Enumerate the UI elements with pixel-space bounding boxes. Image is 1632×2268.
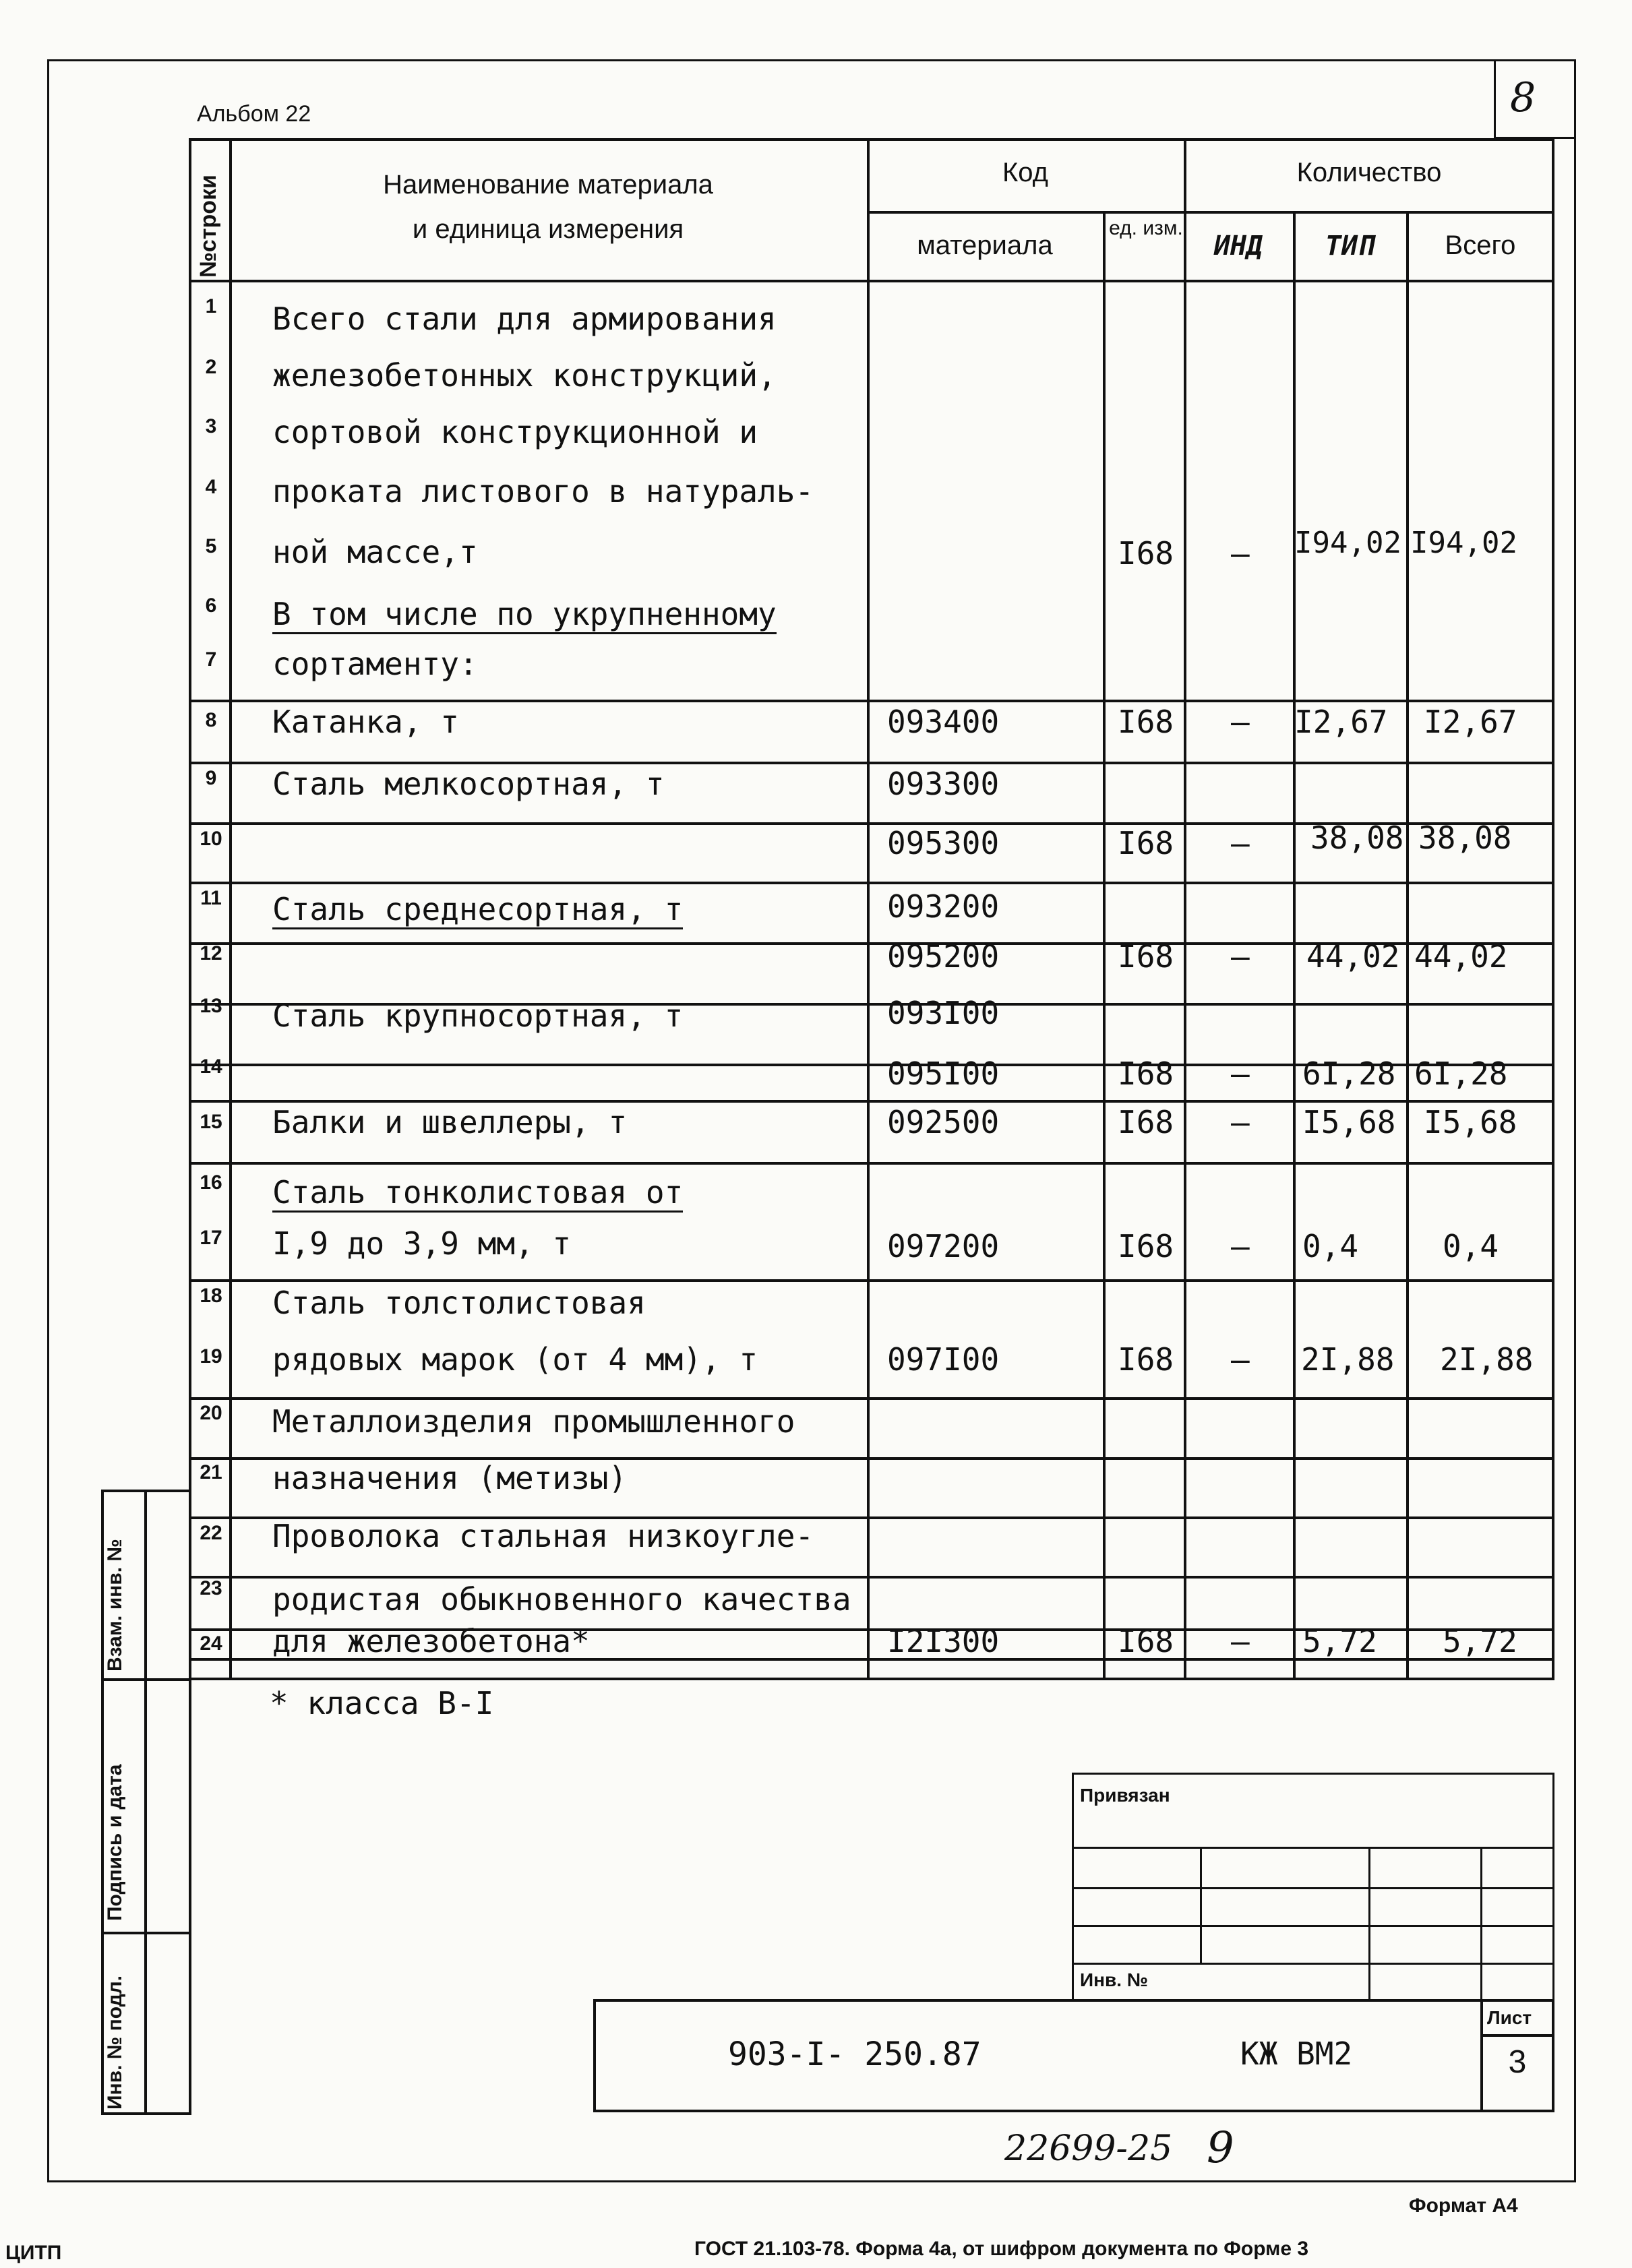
cell-total: 6I,28 (1414, 1055, 1508, 1092)
row-number: 3 (205, 415, 217, 437)
album-label: Альбом 22 (197, 101, 311, 127)
col-line (1184, 138, 1186, 1680)
sheet-number: 3 (1508, 2044, 1527, 2080)
side-label-podpis: Подпись и дата (104, 1764, 126, 1921)
row-line (189, 1100, 1554, 1103)
row-line (189, 882, 1554, 884)
cell-code: 095300 (887, 825, 1000, 861)
side-label-vzam: Взам. инв. № (104, 1539, 126, 1672)
side-label-inv-podl: Инв. № подл. (104, 1975, 126, 2110)
row-name: ной массе,т (272, 534, 478, 570)
col-line (229, 138, 232, 1680)
row-line (189, 1576, 1554, 1579)
footnote: * класса В-I (270, 1685, 494, 1721)
header-ind: ИНД (1213, 231, 1263, 262)
col-line (1406, 212, 1409, 1680)
row-name: рядовых марок (от 4 мм), т (272, 1341, 758, 1378)
cell-total: 2I,88 (1440, 1341, 1534, 1378)
row-name: назначения (метизы) (272, 1460, 628, 1496)
cell-ind: – (1231, 938, 1250, 975)
cell-code: I2I300 (887, 1623, 1000, 1659)
cell-total: 44,02 (1414, 938, 1508, 975)
cell-tip: 44,02 (1306, 938, 1400, 975)
row-number: 23 (200, 1577, 222, 1599)
row-line (189, 700, 1554, 702)
cell-total: I2,67 (1424, 704, 1517, 740)
cell-code: 093I00 (887, 995, 1000, 1031)
cell-code: 093200 (887, 888, 1000, 925)
cell-unit: I68 (1118, 1228, 1174, 1264)
cell-tip: 38,08 (1310, 820, 1404, 856)
header-total: Всего (1445, 231, 1516, 260)
cell-total: 0,4 (1443, 1228, 1499, 1264)
header-line (867, 211, 1554, 214)
stamp-line (1480, 1847, 1482, 2002)
row-number: 24 (200, 1632, 222, 1655)
col-line (1103, 212, 1106, 1680)
doc-code: 903-I- 250.87 (728, 2035, 981, 2073)
cell-code: 093400 (887, 704, 1000, 740)
cell-tip: I94,02 (1294, 526, 1401, 560)
cell-ind: – (1231, 1228, 1250, 1264)
cell-unit: I68 (1118, 825, 1174, 861)
cell-unit: I68 (1118, 1341, 1174, 1378)
handwritten-page: 9 (1207, 2123, 1234, 2173)
cell-unit: I68 (1118, 1623, 1174, 1659)
row-number: 9 (205, 767, 217, 789)
row-name: Проволока стальная низкоугле- (272, 1518, 814, 1554)
cell-total: 38,08 (1418, 820, 1512, 856)
row-name: для железобетона* (272, 1623, 590, 1659)
row-line (189, 762, 1554, 764)
row-name: Сталь толстолистовая (272, 1285, 646, 1321)
header-name-line1: Наименование материала (383, 170, 713, 200)
page-number: 8 (1510, 74, 1536, 121)
cell-total: I5,68 (1424, 1104, 1517, 1140)
row-name: Сталь мелкосортная, т (272, 766, 665, 802)
row-number: 4 (205, 476, 217, 498)
row-name: Сталь среднесортная, т (272, 891, 683, 929)
cell-code: 092500 (887, 1104, 1000, 1140)
row-name: I,9 до 3,9 мм, т (272, 1225, 572, 1262)
row-number: 18 (200, 1285, 222, 1307)
cell-code: 093300 (887, 766, 1000, 802)
row-number: 14 (200, 1055, 222, 1078)
row-name: Металлоизделия промышленного (272, 1403, 795, 1440)
cell-tip: 5,72 (1302, 1623, 1377, 1659)
cell-ind: – (1231, 825, 1250, 861)
header-code-unit: ед. изм. (1109, 217, 1183, 239)
cell-ind: – (1231, 1055, 1250, 1092)
row-name: сортовой конструкционной и (272, 414, 758, 450)
header-row-no: №строки (195, 175, 221, 278)
row-number: 10 (200, 828, 222, 850)
cell-unit: I68 (1118, 938, 1174, 975)
stamp-line (1368, 1847, 1370, 2002)
row-name: Балки и швеллеры, т (272, 1104, 628, 1140)
row-number: 17 (200, 1227, 222, 1249)
cell-ind: – (1231, 1623, 1250, 1659)
row-name: Сталь крупносортная, т (272, 998, 684, 1034)
header-line (189, 280, 1554, 282)
cell-tip: 0,4 (1302, 1228, 1359, 1264)
row-number: 7 (205, 648, 217, 671)
row-number: 2 (205, 356, 217, 378)
row-number: 1 (205, 295, 217, 317)
header-code: Код (1002, 158, 1048, 187)
row-number: 16 (200, 1171, 222, 1194)
side-strip-line (144, 1490, 147, 2115)
row-number: 11 (200, 887, 222, 909)
cell-ind: – (1231, 704, 1250, 740)
row-name: железобетонных конструкций, (272, 357, 777, 394)
row-number: 21 (200, 1461, 222, 1483)
row-number: 20 (200, 1402, 222, 1424)
row-line (189, 1162, 1554, 1165)
cell-unit: I68 (1118, 535, 1174, 572)
handwritten-number: 22699-25 (1004, 2128, 1173, 2169)
cell-unit: I68 (1118, 1055, 1174, 1092)
cell-total: I94,02 (1410, 526, 1517, 560)
row-name: Катанка, т (272, 704, 459, 740)
row-number: 13 (200, 995, 222, 1017)
privyazan-label: Привязан (1080, 1785, 1170, 1806)
cell-code: 095I00 (887, 1055, 1000, 1092)
row-line (189, 1279, 1554, 1282)
row-number: 6 (205, 594, 217, 617)
cell-tip: I5,68 (1302, 1104, 1396, 1140)
row-name: Сталь тонколистовая от (272, 1174, 683, 1213)
row-name: родистая обыкновенного качества (272, 1581, 851, 1618)
header-name-line2: и единица измерения (412, 214, 684, 244)
cell-code: 097I00 (887, 1341, 1000, 1378)
header-code-material: материала (917, 231, 1053, 260)
inv-no-label: Инв. № (1080, 1969, 1149, 1990)
header-quantity: Количество (1296, 158, 1442, 187)
row-number: 8 (205, 709, 217, 731)
row-name: Всего стали для армирования (272, 301, 777, 337)
row-number: 5 (205, 535, 217, 557)
cell-unit: I68 (1118, 704, 1174, 740)
row-name: сортаменту: (272, 646, 478, 682)
row-number: 15 (200, 1111, 222, 1133)
cell-unit: I68 (1118, 1104, 1174, 1140)
bottom-right-text: ГОСТ 21.103-78. Форма 4а, от шифром документа по Форме 3 (694, 2238, 1309, 2260)
format-label: Формат А4 (1409, 2195, 1518, 2217)
cell-ind: – (1231, 1104, 1250, 1140)
col-line (867, 138, 870, 1680)
sheet-label: Лист (1487, 2007, 1532, 2028)
cell-code: 097200 (887, 1228, 1000, 1264)
bottom-left-text: ЦИТП (5, 2242, 62, 2264)
row-line (189, 1397, 1554, 1400)
row-number: 12 (200, 942, 222, 964)
title-block-line (1480, 2034, 1554, 2037)
cell-ind: – (1231, 535, 1250, 572)
row-number: 22 (200, 1522, 222, 1544)
stamp-line (1200, 1847, 1202, 1963)
cell-total: 5,72 (1443, 1623, 1517, 1659)
cell-code: 095200 (887, 938, 1000, 975)
row-number: 19 (200, 1345, 222, 1368)
col-line (1293, 212, 1296, 1680)
cell-tip: 2I,88 (1301, 1341, 1395, 1378)
doc-mark: КЖ ВМ2 (1240, 2035, 1353, 2072)
cell-tip: I2,67 (1294, 704, 1388, 740)
row-name: В том числе по укрупненному (272, 596, 777, 634)
header-tip: ТИП (1325, 231, 1374, 262)
cell-ind: – (1231, 1341, 1250, 1378)
row-name: проката листового в натураль- (272, 473, 814, 510)
cell-tip: 6I,28 (1302, 1055, 1396, 1092)
